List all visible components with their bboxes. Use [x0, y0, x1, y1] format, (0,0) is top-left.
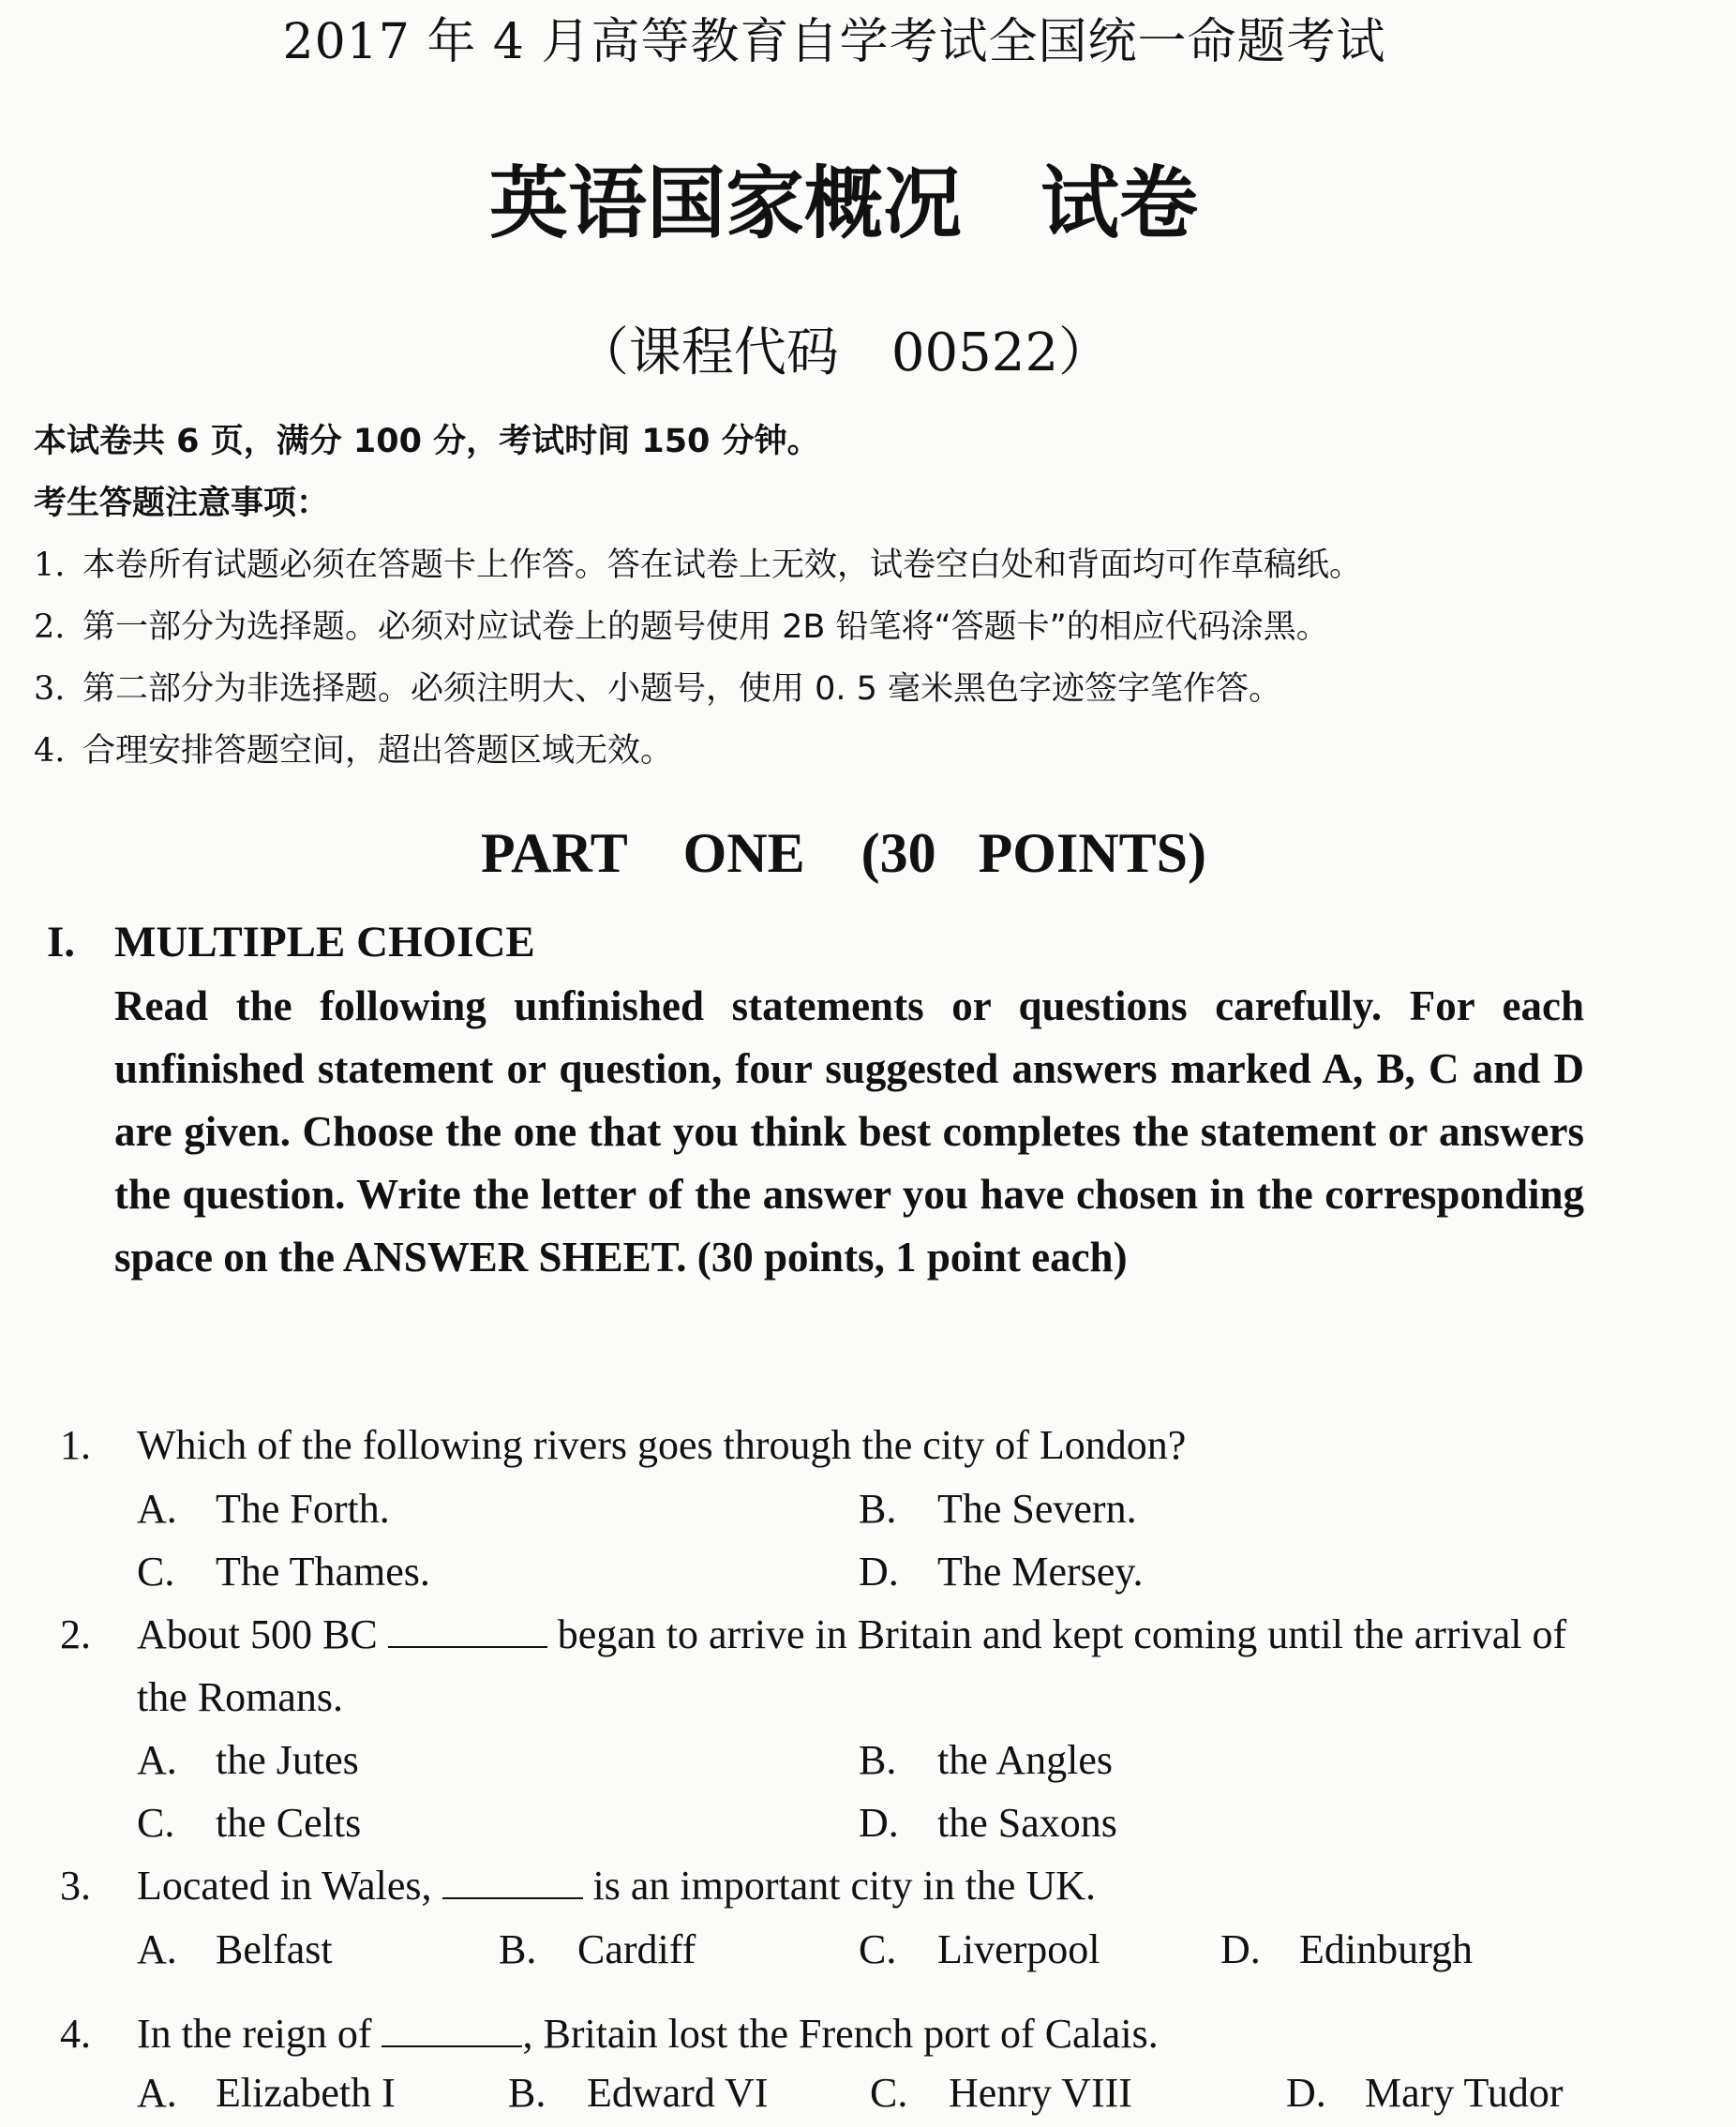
option-letter: A.: [137, 1486, 177, 1532]
option-text: Elizabeth I: [216, 2070, 396, 2116]
question-3-stem: [60, 1854, 1597, 1917]
instruction-text: 本卷所有试题必须在答题卡上作答。答在试卷上无效，试卷空白处和背面均可作草稿纸。: [82, 547, 1363, 584]
section-title: MULTIPLE CHOICE: [114, 918, 535, 966]
question-text-before: Which of the following rivers goes through the city of London?: [137, 1422, 1187, 1468]
question-2-option-a: [137, 1732, 359, 1789]
option-letter: C.: [137, 1800, 175, 1846]
question-2-option-d: [859, 1795, 1117, 1851]
question-text: [137, 1414, 1597, 1476]
option-text: The Mersey.: [937, 1549, 1144, 1595]
question-1-option-c: [137, 1544, 430, 1600]
option-letter: A.: [137, 1737, 177, 1783]
option-text: Mary Tudor: [1365, 2070, 1564, 2116]
answer-blank: [388, 1609, 547, 1648]
question-text-before: About 500 BC: [137, 1611, 378, 1657]
option-letter: B.: [499, 1926, 537, 1972]
exam-session-title: 2017 年 4 月高等教育自学考试全国统一命题考试: [282, 14, 1386, 70]
instruction-number: 3.: [34, 670, 66, 708]
question-text-after: is an important city in the UK.: [592, 1863, 1096, 1909]
instruction-text: 第二部分为非选择题。必须注明大、小题号，使用 0. 5 毫米黑色字迹签字笔作答。: [82, 670, 1282, 708]
instruction-text: 第一部分为选择题。必须对应试卷上的题号使用 2B 铅笔将“答题卡”的相应代码涂黑。: [82, 608, 1329, 646]
question-4-option-b: [508, 2065, 768, 2121]
option-text: Belfast: [216, 1926, 333, 1972]
option-letter: D.: [1220, 1926, 1261, 1972]
option-text: Cardiff: [577, 1926, 696, 1972]
question-4-stem: [60, 2002, 1597, 2065]
section-directions: Read the following unfinished statements or questions carefully. For each unfinished statement or question, four suggested answers marked A, B, C and D are given. Choose the one that you think best completes the statement or answers the question. Write the letter of the answer you have chosen in the corresponding space on the ANSWER SHEET. (30 points, 1 point each): [114, 982, 1584, 1281]
question-3-option-c: [859, 1922, 1100, 1978]
question-2-stem: [60, 1603, 1597, 1729]
answer-blank: [382, 2008, 522, 2047]
option-letter: C.: [859, 1926, 897, 1972]
question-1-option-d: [859, 1544, 1144, 1600]
part-heading: PART ONE (30 POINTS): [480, 822, 1207, 884]
question-text-before: Located in Wales,: [137, 1863, 432, 1909]
instruction-number: 1.: [34, 547, 66, 584]
question-number: 2.: [60, 1611, 91, 1657]
instruction-number: 4.: [34, 732, 66, 770]
section-number: I.: [47, 918, 76, 966]
question-1-stem: [60, 1414, 1597, 1476]
option-text: the Jutes: [216, 1737, 359, 1783]
question-3-option-a: [137, 1922, 333, 1978]
option-text: the Celts: [216, 1800, 362, 1846]
question-2-option-b: [859, 1732, 1113, 1789]
instruction-text: 合理安排答题空间，超出答题区域无效。: [82, 732, 674, 770]
question-1-option-b: [859, 1481, 1137, 1537]
question-4-option-c: [870, 2065, 1132, 2121]
question-1-option-a: [137, 1481, 390, 1537]
option-text: the Angles: [937, 1737, 1113, 1783]
question-text: [137, 1603, 1597, 1729]
option-letter: A.: [137, 1926, 177, 1972]
question-text-after: , Britain lost the French port of Calais.: [522, 2011, 1159, 2057]
question-text-before: In the reign of: [137, 2011, 372, 2057]
question-2-option-c: [137, 1795, 361, 1851]
question-3-option-b: [499, 1922, 696, 1978]
question-4-option-d: [1286, 2065, 1564, 2121]
option-letter: B.: [859, 1486, 897, 1532]
option-text: Liverpool: [937, 1926, 1100, 1972]
option-text: The Severn.: [937, 1486, 1137, 1532]
question-text: [137, 1854, 1597, 1917]
instruction-number: 2.: [34, 608, 66, 646]
question-text: [137, 2002, 1597, 2065]
instructions-summary: 本试卷共 6 页，满分 100 分，考试时间 150 分钟。: [34, 423, 820, 460]
option-letter: B.: [859, 1737, 897, 1783]
option-text: the Saxons: [937, 1800, 1117, 1846]
question-number: 4.: [60, 2011, 91, 2057]
option-text: The Thames.: [216, 1549, 430, 1595]
instructions-heading: 考生答题注意事项：: [34, 485, 330, 522]
option-letter: D.: [1286, 2070, 1326, 2116]
option-letter: B.: [508, 2070, 546, 2116]
paper-title: 英语国家概况 试卷: [488, 157, 1198, 249]
option-letter: D.: [859, 1549, 899, 1595]
option-letter: C.: [870, 2070, 908, 2116]
option-letter: C.: [137, 1549, 175, 1595]
question-number: 1.: [60, 1422, 91, 1468]
option-text: The Forth.: [216, 1486, 390, 1532]
course-code: （课程代码 00522）: [576, 322, 1112, 383]
answer-blank: [442, 1860, 583, 1899]
option-letter: A.: [137, 2070, 177, 2116]
question-number: 3.: [60, 1863, 91, 1909]
question-4-option-a: [137, 2065, 396, 2121]
question-text-after: began to arrive in Britain and kept coming until the arrival of the Romans.: [137, 1611, 1567, 1720]
option-text: Edward VI: [587, 2070, 769, 2116]
option-letter: D.: [859, 1800, 899, 1846]
option-text: Edinburgh: [1299, 1926, 1473, 1972]
option-text: Henry VIII: [949, 2070, 1132, 2116]
question-3-option-d: [1220, 1922, 1473, 1978]
